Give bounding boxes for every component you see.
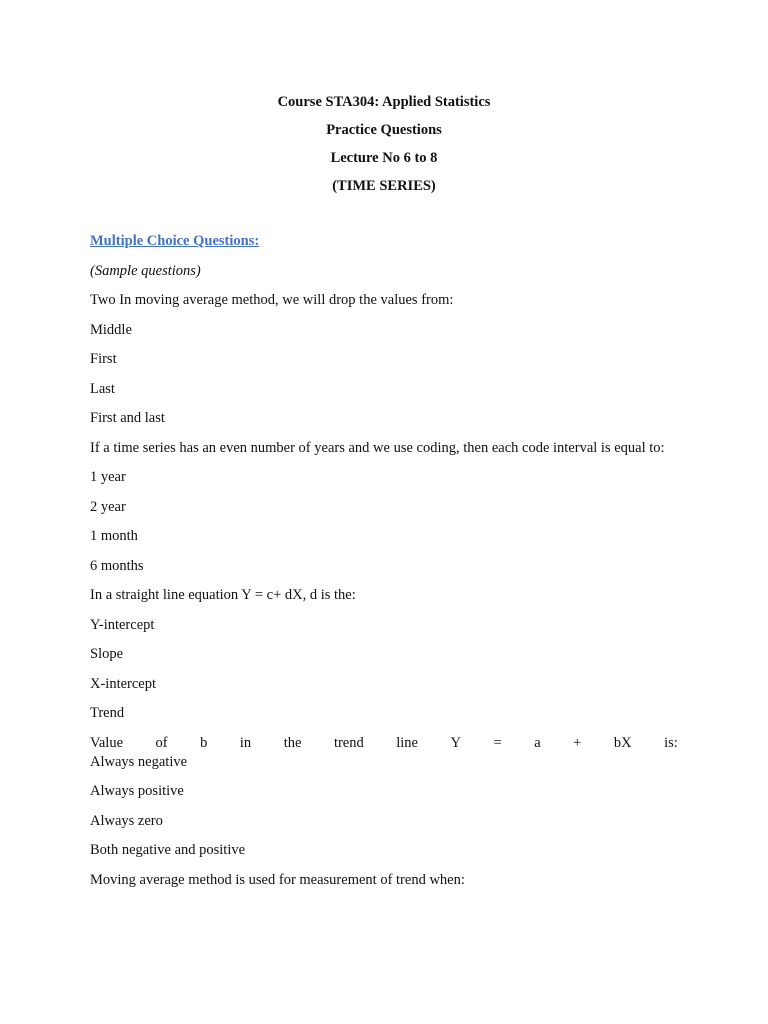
answer-option: First and last xyxy=(90,410,165,426)
answer-option: Both negative and positive xyxy=(90,842,246,858)
section-note: (Sample questions) xyxy=(90,262,201,279)
question-text: If a time series has an even number of years and we use coding, then each code interval is equal to: xyxy=(90,439,665,456)
answer-option: Last xyxy=(90,380,115,397)
question-word: Y xyxy=(450,734,461,751)
course-title: Course STA304: Applied Statistics xyxy=(277,94,491,110)
question-word: bX xyxy=(613,734,632,751)
document-body xyxy=(90,232,678,900)
answer-option: 2 year xyxy=(90,498,126,515)
question-text: Two In moving average method, we will drop the values from: xyxy=(90,292,454,308)
answer-option: Trend xyxy=(90,705,125,721)
answer-option: 1 month xyxy=(90,528,138,544)
question-text xyxy=(90,734,678,753)
answer-option: 1 year xyxy=(90,469,126,485)
question-word: in xyxy=(239,734,252,751)
question-text: Moving average method is used for measurement of trend when: xyxy=(90,871,465,888)
question-word: + xyxy=(573,734,582,751)
answer-option: First xyxy=(90,351,117,367)
answer-option: Middle xyxy=(90,321,132,338)
question-word: b xyxy=(200,734,208,751)
question-word: = xyxy=(493,734,502,751)
section-heading xyxy=(90,232,678,251)
answer-option: Slope xyxy=(90,646,124,662)
question-word: Value xyxy=(90,734,124,751)
section-heading-text: Multiple Choice Questions: xyxy=(90,233,260,249)
topic-title: (TIME SERIES) xyxy=(332,178,436,194)
question-justified-line xyxy=(90,734,678,753)
document-header xyxy=(0,92,768,204)
lecture-range: Lecture No 6 to 8 xyxy=(330,150,438,166)
answer-option: Always zero xyxy=(90,812,163,829)
answer-option: 6 months xyxy=(90,557,144,574)
question-word: is: xyxy=(664,734,678,751)
question-word: of xyxy=(155,734,168,751)
question-word: line xyxy=(396,734,418,751)
question-word: trend xyxy=(333,734,364,751)
answer-option: Always positive xyxy=(90,783,184,799)
answer-option: X-intercept xyxy=(90,675,157,692)
question-text: In a straight line equation Y = c+ dX, d is the: xyxy=(90,587,356,603)
question-word: the xyxy=(283,734,302,751)
question-word: a xyxy=(534,734,541,751)
document-subtitle: Practice Questions xyxy=(326,122,442,138)
answer-option: Y-intercept xyxy=(90,616,155,633)
answer-option: Always negative xyxy=(90,753,188,770)
